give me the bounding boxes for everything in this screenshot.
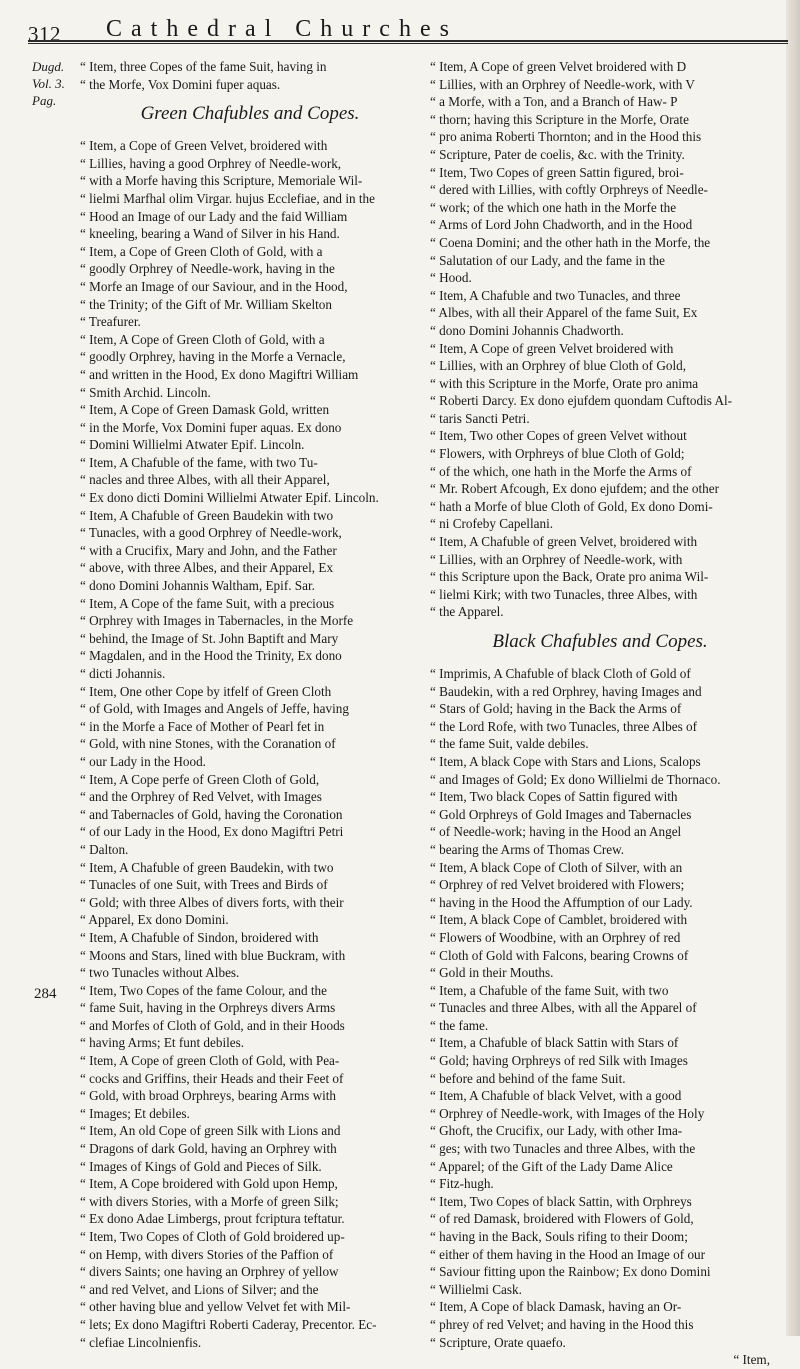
page-header xyxy=(28,8,788,52)
text-line: “ in the Morfe, Vox Domini fuper aquas. Ex dono xyxy=(80,419,342,435)
text-line: “ Gold; with three Albes of divers forts, with their xyxy=(80,894,344,910)
right-body-top xyxy=(430,58,770,621)
text-line: “ Item, A Cope of black Damask, having an Or- xyxy=(430,1299,682,1315)
text-line: “ of red Damask, broidered with Flowers of Gold, xyxy=(430,1211,694,1227)
text-line: “ Item, Two other Copes of green Velvet without xyxy=(430,428,687,444)
text-line: “ Item, a Cope of Green Cloth of Gold, with a xyxy=(80,243,323,259)
text-line: “ other having blue and yellow Velvet fet with Mil- xyxy=(80,1299,351,1315)
text-line: “ with this Scripture in the Morfe, Orate pro anima xyxy=(430,375,699,391)
left-column xyxy=(80,58,420,1351)
text-line: “ with a Crucifix, Mary and John, and the Father xyxy=(80,542,337,558)
text-line: “ work; of the which one hath in the Morfe the xyxy=(430,199,677,215)
header-rule-thin xyxy=(28,43,788,44)
text-line: “ Gold, with nine Stones, with the Coranation of xyxy=(80,736,336,752)
page-number: 312 xyxy=(28,22,61,46)
section-heading-green: Green Chafubles and Copes. xyxy=(140,103,360,125)
text-line: “ Apparel, Ex dono Domini. xyxy=(80,912,229,928)
text-line: “ Item, An old Cope of green Silk with Lions and xyxy=(80,1123,341,1139)
text-line: “ above, with three Albes, and their Apparel, Ex xyxy=(80,560,334,576)
text-line: “ ges; with two Tunacles and three Albes, with the xyxy=(430,1141,696,1157)
text-line: “ Dragons of dark Gold, having an Orphrey with xyxy=(80,1141,337,1157)
text-line: “ taris Sancti Petri. xyxy=(430,410,530,426)
text-line: “ the fame. xyxy=(430,1017,489,1033)
text-line: “ ni Crofeby Capellani. xyxy=(430,516,554,532)
text-line: “ the fame Suit, valde debiles. xyxy=(430,736,589,752)
page-edge xyxy=(786,0,800,1336)
catchword: “ Item, xyxy=(733,1352,770,1368)
text-line: “ thorn; having this Scripture in the Morfe, Orate xyxy=(430,111,689,127)
text-line: “ Salutation of our Lady, and the fame in the xyxy=(430,252,665,268)
text-line: “ Item, One other Cope by itfelf of Green Cloth xyxy=(80,683,332,699)
text-line: “ Orphrey of red Velvet broidered with Flowers; xyxy=(430,877,685,893)
text-line: “ Dalton. xyxy=(80,841,129,857)
text-line: “ Item, A Cope of green Velvet broidered with D xyxy=(430,59,687,74)
text-line: “ Flowers, with Orphreys of blue Cloth of Gold; xyxy=(430,446,685,462)
running-head: Cathedral Churches xyxy=(106,16,458,42)
text-line: “ with a Morfe having this Scripture, Memoriale Wil- xyxy=(80,173,363,189)
margin-reference xyxy=(32,58,76,109)
text-line: “ Treafurer. xyxy=(80,314,141,330)
text-line: “ divers Saints; one having an Orphrey of yellow xyxy=(80,1264,339,1280)
text-line: “ Images; Et debiles. xyxy=(80,1105,190,1121)
right-column xyxy=(430,58,770,1369)
text-line: “ having in the Back, Souls rifing to their Doom; xyxy=(430,1229,688,1244)
text-line: “ Ex dono Adae Limbergs, prout fcriptura teftatur. xyxy=(80,1211,345,1227)
text-line: “ lielmi Kirk; with two Tunacles, three Albes, with xyxy=(430,586,698,602)
text-line: “ Scripture, Orate quaefo. xyxy=(430,1334,566,1350)
margin-page-ref: 284 xyxy=(34,986,57,1002)
text-line: “ and written in the Hood, Ex dono Magiftri William xyxy=(80,366,359,382)
text-line: “ hath a Morfe of blue Cloth of Gold, Ex dono Domi- xyxy=(430,498,713,514)
text-line: “ Item, A Chafuble of the fame, with two Tu- xyxy=(80,454,318,470)
text-line: “ Gold in their Mouths. xyxy=(430,965,554,981)
text-line: “ Lillies, having a good Orphrey of Needle-work, xyxy=(80,155,342,171)
text-line: “ our Lady in the Hood. xyxy=(80,753,206,769)
text-line: “ a Morfe, with a Ton, and a Branch of Haw- P xyxy=(430,94,678,110)
text-line: “ Moons and Stars, lined with blue Buckram, with xyxy=(80,947,346,963)
text-line: “ and the Orphrey of Red Velvet, with Images xyxy=(80,789,322,805)
text-line: “ Stars of Gold; having in the Back the Arms of xyxy=(430,701,682,717)
text-line: “ having Arms; Et funt debiles. xyxy=(80,1035,245,1051)
text-line: “ Item, a Cope of Green Velvet, broidered with xyxy=(80,138,328,154)
text-line: “ dono Domini Johannis Chadworth. xyxy=(430,322,624,338)
margin-note-line: Vol. 3. xyxy=(32,76,65,91)
text-line: “ Lillies, with an Orphrey of Needle-work, with V xyxy=(430,76,695,92)
text-line: “ and Morfes of Cloth of Gold, and in their Hoods xyxy=(80,1017,345,1033)
left-body xyxy=(80,137,420,1351)
text-line: “ Item, A Cope broidered with Gold upon Hemp, xyxy=(80,1176,338,1192)
text-line: “ Hood an Image of our Lady and the faid William xyxy=(80,208,348,224)
text-line: “ Tunacles and three Albes, with all the Apparel of xyxy=(430,1000,697,1016)
text-line: “ phrey of red Velvet; and having in the Hood this xyxy=(430,1316,694,1332)
text-line: “ Scripture, Pater de coelis, &c. with the Trinity. xyxy=(430,146,685,162)
text-line: “ Item, Two Copes of black Sattin, with Orphreys xyxy=(430,1193,692,1209)
text-line: “ Item, A Chafuble of Sindon, broidered with xyxy=(80,929,319,945)
text-line: “ Item, Two Copes of green Sattin figured, broi- xyxy=(430,164,684,180)
text-line: “ Item, A Cope of green Cloth of Gold, with Pea- xyxy=(80,1053,340,1069)
text-line: “ bearing the Arms of Thomas Crew. xyxy=(430,841,625,857)
text-line: “ and Tabernacles of Gold, having the Coronation xyxy=(80,806,343,822)
text-line: “ Images of Kings of Gold and Pieces of Silk. xyxy=(80,1158,322,1174)
text-line: “ before and behind of the fame Suit. xyxy=(430,1070,626,1086)
text-line: “ Ex dono dicti Domini Willielmi Atwater Epif. Lincoln. xyxy=(80,490,379,506)
text-line: “ Item, Two Copes of Cloth of Gold broidered up- xyxy=(80,1229,345,1244)
text-line: “ Item, Two black Copes of Sattin figured with xyxy=(430,789,678,805)
text-line: “ of the which, one hath in the Morfe the Arms of xyxy=(430,463,692,479)
text-line: “ Saviour fitting upon the Rainbow; Ex dono Domini xyxy=(430,1264,711,1280)
text-line: “ Item, Two Copes of the fame Colour, and the xyxy=(80,982,327,998)
text-line: “ Item, three Copes of the fame Suit, having in xyxy=(80,59,327,74)
text-line: “ Item, A Cope perfe of Green Cloth of Gold, xyxy=(80,771,320,787)
text-line: “ Tunacles of one Suit, with Trees and Birds of xyxy=(80,877,328,893)
text-line: “ Flowers of Woodbine, with an Orphrey of red xyxy=(430,929,681,945)
text-line: “ kneeling, bearing a Wand of Silver in his Hand. xyxy=(80,226,340,242)
text-line: “ Item, A Cope of Green Damask Gold, written xyxy=(80,402,330,418)
text-line: “ Item, a Chafuble of the fame Suit, with two xyxy=(430,982,669,998)
text-line: “ Item, A Cope of Green Cloth of Gold, with a xyxy=(80,331,325,347)
text-line: “ Mr. Robert Afcough, Ex dono ejufdem; and the other xyxy=(430,481,719,497)
text-line: “ lets; Ex dono Magiftri Roberti Caderay, Precentor. Ec- xyxy=(80,1316,377,1332)
text-line: “ goodly Orphrey of Needle-work, having in the xyxy=(80,261,335,277)
text-line: “ Item, A Chafuble of green Velvet, broidered with xyxy=(430,534,698,550)
text-line: “ Roberti Darcy. Ex dono ejufdem quondam Cuftodis Al- xyxy=(430,393,733,409)
text-line: “ Item, A black Cope with Stars and Lions, Scalops xyxy=(430,753,701,769)
text-line: “ in the Morfe a Face of Mother of Pearl fet in xyxy=(80,718,325,734)
text-line: “ Lillies, with an Orphrey of Needle-work, with xyxy=(430,551,683,567)
left-intro xyxy=(80,58,420,93)
text-line: “ two Tunacles without Albes. xyxy=(80,965,240,981)
text-line: “ with divers Stories, with a Morfe of green Silk; xyxy=(80,1193,339,1209)
text-line: “ the Morfe, Vox Domini fuper aquas. xyxy=(80,76,281,92)
text-line: “ Morfe an Image of our Saviour, and in the Hood, xyxy=(80,278,348,294)
text-line: “ lielmi Marfhal olim Virgar. hujus Ecclefiae, and in the xyxy=(80,190,375,206)
text-line: “ behind, the Image of St. John Baptift and Mary xyxy=(80,630,339,646)
text-line: “ this Scripture upon the Back, Orate pro anima Wil- xyxy=(430,569,709,585)
text-line: “ Item, A Cope of the fame Suit, with a precious xyxy=(80,595,335,611)
text-line: “ of Gold, with Images and Angels of Jeffe, having xyxy=(80,701,349,717)
text-line: “ Willielmi Cask. xyxy=(430,1281,522,1297)
margin-note-line: Dugd. xyxy=(32,59,65,74)
section-heading-black: Black Chafubles and Copes. xyxy=(492,631,708,652)
text-line: “ Fitz-hugh. xyxy=(430,1176,494,1192)
text-line: “ Gold Orphreys of Gold Images and Tabernacles xyxy=(430,806,692,822)
text-line: “ dered with Lillies, with coftly Orphreys of Needle- xyxy=(430,182,708,198)
text-line: “ Baudekin, with a red Orphrey, having Images and xyxy=(430,683,702,699)
text-line: “ clefiae Lincolnienfis. xyxy=(80,1334,202,1350)
text-line: “ Imprimis, A Chafuble of black Cloth of Gold of xyxy=(430,666,691,681)
text-line: “ the Apparel. xyxy=(430,604,504,620)
text-line: “ of our Lady in the Hood, Ex dono Magiftri Petri xyxy=(80,824,344,840)
text-line: “ Lillies, with an Orphrey of blue Cloth of Gold, xyxy=(430,358,687,374)
text-line: “ dono Domini Johannis Waltham, Epif. Sar. xyxy=(80,578,315,594)
text-line: “ Item, a Chafuble of black Sattin with Stars of xyxy=(430,1035,679,1051)
text-line: “ the Trinity; of the Gift of Mr. William Skelton xyxy=(80,296,332,312)
text-line: “ Cloth of Gold with Falcons, bearing Crowns of xyxy=(430,947,689,963)
text-line: “ Hood. xyxy=(430,270,472,286)
margin-note-line: Pag. xyxy=(32,93,57,108)
text-line: “ nacles and three Albes, with all their Apparel, xyxy=(80,472,330,488)
text-line: “ fame Suit, having in the Orphreys divers Arms xyxy=(80,1000,336,1016)
text-line: “ Orphrey of Needle-work, with Images of the Holy xyxy=(430,1105,705,1121)
text-line: “ Apparel; of the Gift of the Lady Dame Alice xyxy=(430,1158,673,1174)
text-line: “ goodly Orphrey, having in the Morfe a Vernacle, xyxy=(80,349,346,365)
text-line: “ pro anima Roberti Thornton; and in the Hood this xyxy=(430,129,702,145)
text-line: “ Item, A Cope of green Velvet broidered with xyxy=(430,340,674,356)
text-line: “ Item, A black Cope of Camblet, broidered with xyxy=(430,912,688,928)
text-line: “ having in the Hood the Affumption of our Lady. xyxy=(430,894,693,910)
text-line: “ the Lord Rofe, with two Tunacles, three Albes of xyxy=(430,718,698,734)
text-line: “ Albes, with all their Apparel of the fame Suit, Ex xyxy=(430,305,698,321)
header-rule xyxy=(28,40,788,42)
text-line: “ Item, A Chafuble of green Baudekin, with two xyxy=(80,859,334,875)
text-line: “ Coena Domini; and the other hath in the Morfe, the xyxy=(430,234,711,250)
text-line: “ Domini Willielmi Atwater Epif. Lincoln. xyxy=(80,437,305,453)
text-line: “ Gold; having Orphreys of red Silk with Images xyxy=(430,1053,688,1069)
text-line: “ and Images of Gold; Ex dono Willielmi de Thornaco. xyxy=(430,771,721,787)
text-line: “ Orphrey with Images in Tabernacles, in the Morfe xyxy=(80,613,354,629)
text-line: “ Arms of Lord John Chadworth, and in the Hood xyxy=(430,217,693,233)
text-line: “ Item, A Chafuble and two Tunacles, and three xyxy=(430,287,681,303)
text-line: “ Ghoft, the Crucifix, our Lady, with other Ima- xyxy=(430,1123,683,1139)
text-line: “ Item, A Chafuble of Green Baudekin with two xyxy=(80,507,334,523)
text-line: “ and red Velvet, and Lions of Silver; and the xyxy=(80,1281,319,1297)
text-line: “ Smith Archid. Lincoln. xyxy=(80,384,211,400)
text-line: “ cocks and Griffins, their Heads and their Feet of xyxy=(80,1070,344,1086)
text-line: “ on Hemp, with divers Stories of the Paffion of xyxy=(80,1246,334,1262)
text-line: “ of Needle-work; having in the Hood an Angel xyxy=(430,824,682,840)
text-line: “ either of them having in the Hood an Image of our xyxy=(430,1246,706,1262)
text-line: “ Tunacles, with a good Orphrey of Needle-work, xyxy=(80,525,342,541)
text-line: “ Item, A Chafuble of black Velvet, with a good xyxy=(430,1088,682,1104)
text-line: “ Magdalen, and in the Hood the Trinity, Ex dono xyxy=(80,648,342,664)
text-line: “ Item, A black Cope of Cloth of Silver, with an xyxy=(430,859,683,875)
text-line: “ dicti Johannis. xyxy=(80,666,166,681)
right-body-bottom xyxy=(430,665,770,1351)
text-line: “ Gold, with broad Orphreys, bearing Arms with xyxy=(80,1088,337,1104)
